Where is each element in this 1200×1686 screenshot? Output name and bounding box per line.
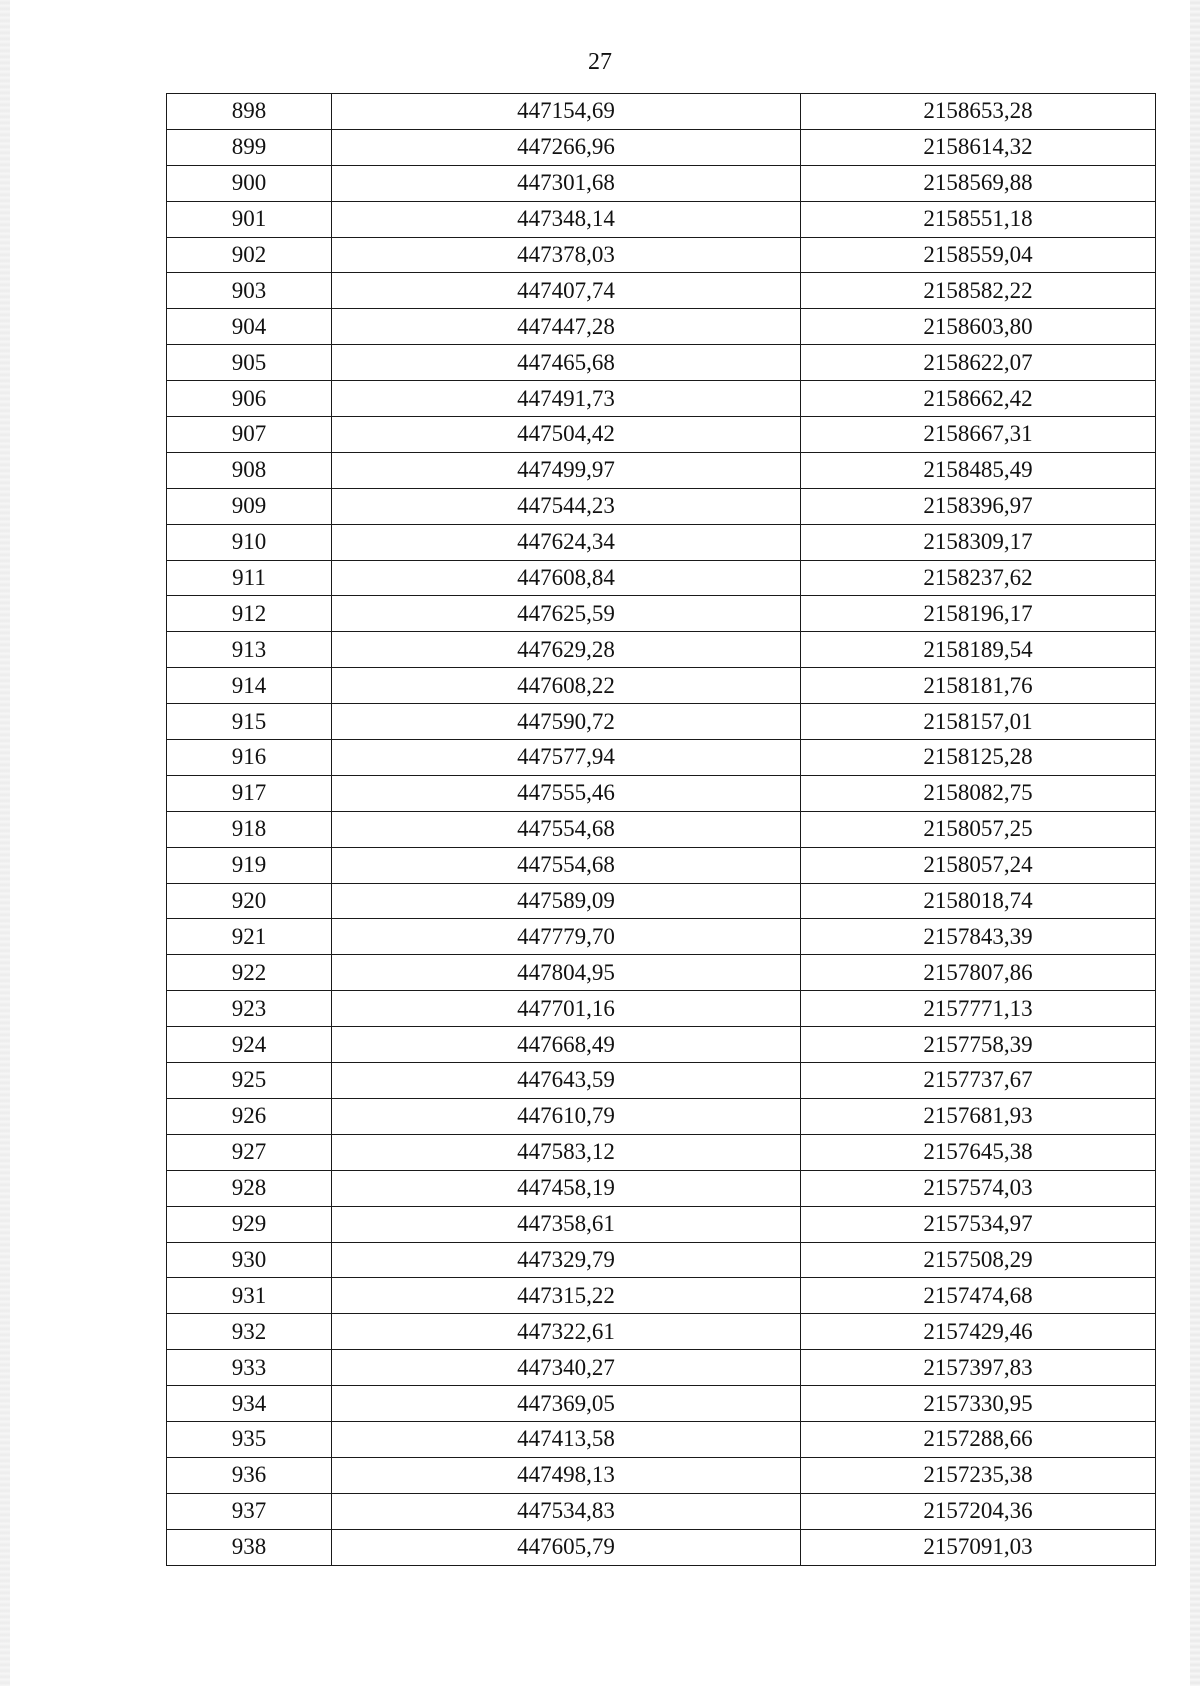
x-coordinate-cell: 447407,74 <box>332 273 801 309</box>
table-row <box>167 991 1156 1027</box>
y-coordinate-cell: 2157534,97 <box>801 1206 1156 1242</box>
x-coordinate-cell: 447154,69 <box>332 94 801 130</box>
y-coordinate-cell: 2157843,39 <box>801 919 1156 955</box>
point-number-cell: 938 <box>167 1529 332 1565</box>
point-number-cell: 934 <box>167 1386 332 1422</box>
table-row <box>167 847 1156 883</box>
y-coordinate-cell: 2157807,86 <box>801 955 1156 991</box>
y-coordinate-cell: 2158559,04 <box>801 237 1156 273</box>
table-row <box>167 417 1156 453</box>
point-number-cell: 917 <box>167 775 332 811</box>
table-row <box>167 273 1156 309</box>
point-number-cell: 909 <box>167 488 332 524</box>
page-number: 27 <box>588 49 612 75</box>
x-coordinate-cell: 447554,68 <box>332 811 801 847</box>
point-number-cell: 935 <box>167 1421 332 1457</box>
y-coordinate-cell: 2158569,88 <box>801 165 1156 201</box>
coordinates-table <box>166 93 1156 1566</box>
x-coordinate-cell: 447610,79 <box>332 1098 801 1134</box>
y-coordinate-cell: 2158057,25 <box>801 811 1156 847</box>
x-coordinate-cell: 447369,05 <box>332 1386 801 1422</box>
x-coordinate-cell: 447605,79 <box>332 1529 801 1565</box>
point-number-cell: 902 <box>167 237 332 273</box>
point-number-cell: 927 <box>167 1134 332 1170</box>
point-number-cell: 926 <box>167 1098 332 1134</box>
x-coordinate-cell: 447266,96 <box>332 129 801 165</box>
point-number-cell: 908 <box>167 452 332 488</box>
point-number-cell: 923 <box>167 991 332 1027</box>
scan-edge-right <box>1190 0 1200 1686</box>
point-number-cell: 918 <box>167 811 332 847</box>
x-coordinate-cell: 447583,12 <box>332 1134 801 1170</box>
table-row <box>167 1134 1156 1170</box>
y-coordinate-cell: 2158653,28 <box>801 94 1156 130</box>
table-row <box>167 1206 1156 1242</box>
point-number-cell: 921 <box>167 919 332 955</box>
table-row <box>167 704 1156 740</box>
x-coordinate-cell: 447629,28 <box>332 632 801 668</box>
point-number-cell: 929 <box>167 1206 332 1242</box>
scan-edge-left <box>0 0 10 1686</box>
table-row <box>167 165 1156 201</box>
y-coordinate-cell: 2158189,54 <box>801 632 1156 668</box>
table-row <box>167 345 1156 381</box>
y-coordinate-cell: 2158667,31 <box>801 417 1156 453</box>
y-coordinate-cell: 2157681,93 <box>801 1098 1156 1134</box>
table-row <box>167 381 1156 417</box>
table-row <box>167 883 1156 919</box>
table-row <box>167 775 1156 811</box>
table-row <box>167 1457 1156 1493</box>
table-row <box>167 560 1156 596</box>
table-row <box>167 811 1156 847</box>
table-row <box>167 1350 1156 1386</box>
point-number-cell: 903 <box>167 273 332 309</box>
table-row <box>167 488 1156 524</box>
point-number-cell: 907 <box>167 417 332 453</box>
table-row <box>167 1386 1156 1422</box>
point-number-cell: 899 <box>167 129 332 165</box>
y-coordinate-cell: 2157574,03 <box>801 1170 1156 1206</box>
y-coordinate-cell: 2157508,29 <box>801 1242 1156 1278</box>
table-row <box>167 129 1156 165</box>
table-row <box>167 1493 1156 1529</box>
y-coordinate-cell: 2158582,22 <box>801 273 1156 309</box>
y-coordinate-cell: 2157645,38 <box>801 1134 1156 1170</box>
y-coordinate-cell: 2158485,49 <box>801 452 1156 488</box>
point-number-cell: 922 <box>167 955 332 991</box>
y-coordinate-cell: 2158018,74 <box>801 883 1156 919</box>
y-coordinate-cell: 2158614,32 <box>801 129 1156 165</box>
y-coordinate-cell: 2157771,13 <box>801 991 1156 1027</box>
table-row <box>167 955 1156 991</box>
point-number-cell: 920 <box>167 883 332 919</box>
x-coordinate-cell: 447590,72 <box>332 704 801 740</box>
table-row <box>167 1278 1156 1314</box>
point-number-cell: 932 <box>167 1314 332 1350</box>
table-row <box>167 596 1156 632</box>
table-row <box>167 237 1156 273</box>
table-row <box>167 740 1156 776</box>
x-coordinate-cell: 447544,23 <box>332 488 801 524</box>
x-coordinate-cell: 447624,34 <box>332 524 801 560</box>
y-coordinate-cell: 2158157,01 <box>801 704 1156 740</box>
x-coordinate-cell: 447499,97 <box>332 452 801 488</box>
x-coordinate-cell: 447625,59 <box>332 596 801 632</box>
table-row <box>167 1529 1156 1565</box>
point-number-cell: 924 <box>167 1027 332 1063</box>
point-number-cell: 931 <box>167 1278 332 1314</box>
x-coordinate-cell: 447322,61 <box>332 1314 801 1350</box>
x-coordinate-cell: 447498,13 <box>332 1457 801 1493</box>
y-coordinate-cell: 2158396,97 <box>801 488 1156 524</box>
x-coordinate-cell: 447589,09 <box>332 883 801 919</box>
x-coordinate-cell: 447358,61 <box>332 1206 801 1242</box>
y-coordinate-cell: 2158551,18 <box>801 201 1156 237</box>
table-row <box>167 632 1156 668</box>
point-number-cell: 915 <box>167 704 332 740</box>
table-row <box>167 524 1156 560</box>
y-coordinate-cell: 2158125,28 <box>801 740 1156 776</box>
point-number-cell: 904 <box>167 309 332 345</box>
table-row <box>167 201 1156 237</box>
point-number-cell: 900 <box>167 165 332 201</box>
x-coordinate-cell: 447491,73 <box>332 381 801 417</box>
y-coordinate-cell: 2157330,95 <box>801 1386 1156 1422</box>
x-coordinate-cell: 447668,49 <box>332 1027 801 1063</box>
table-row <box>167 1098 1156 1134</box>
point-number-cell: 901 <box>167 201 332 237</box>
x-coordinate-cell: 447340,27 <box>332 1350 801 1386</box>
point-number-cell: 936 <box>167 1457 332 1493</box>
point-number-cell: 914 <box>167 668 332 704</box>
x-coordinate-cell: 447701,16 <box>332 991 801 1027</box>
table-row <box>167 452 1156 488</box>
table-row <box>167 309 1156 345</box>
table-row <box>167 1421 1156 1457</box>
table-row <box>167 1063 1156 1099</box>
point-number-cell: 933 <box>167 1350 332 1386</box>
x-coordinate-cell: 447301,68 <box>332 165 801 201</box>
x-coordinate-cell: 447329,79 <box>332 1242 801 1278</box>
x-coordinate-cell: 447504,42 <box>332 417 801 453</box>
y-coordinate-cell: 2157737,67 <box>801 1063 1156 1099</box>
y-coordinate-cell: 2157204,36 <box>801 1493 1156 1529</box>
x-coordinate-cell: 447534,83 <box>332 1493 801 1529</box>
x-coordinate-cell: 447447,28 <box>332 309 801 345</box>
y-coordinate-cell: 2157397,83 <box>801 1350 1156 1386</box>
x-coordinate-cell: 447779,70 <box>332 919 801 955</box>
table-row <box>167 94 1156 130</box>
point-number-cell: 898 <box>167 94 332 130</box>
y-coordinate-cell: 2157288,66 <box>801 1421 1156 1457</box>
table-row <box>167 1027 1156 1063</box>
point-number-cell: 906 <box>167 381 332 417</box>
point-number-cell: 911 <box>167 560 332 596</box>
point-number-cell: 925 <box>167 1063 332 1099</box>
x-coordinate-cell: 447315,22 <box>332 1278 801 1314</box>
point-number-cell: 916 <box>167 740 332 776</box>
table-row <box>167 919 1156 955</box>
y-coordinate-cell: 2157474,68 <box>801 1278 1156 1314</box>
point-number-cell: 905 <box>167 345 332 381</box>
x-coordinate-cell: 447643,59 <box>332 1063 801 1099</box>
y-coordinate-cell: 2158622,07 <box>801 345 1156 381</box>
x-coordinate-cell: 447348,14 <box>332 201 801 237</box>
y-coordinate-cell: 2158603,80 <box>801 309 1156 345</box>
y-coordinate-cell: 2157758,39 <box>801 1027 1156 1063</box>
x-coordinate-cell: 447804,95 <box>332 955 801 991</box>
y-coordinate-cell: 2158309,17 <box>801 524 1156 560</box>
x-coordinate-cell: 447577,94 <box>332 740 801 776</box>
x-coordinate-cell: 447378,03 <box>332 237 801 273</box>
point-number-cell: 910 <box>167 524 332 560</box>
table-row <box>167 1170 1156 1206</box>
x-coordinate-cell: 447554,68 <box>332 847 801 883</box>
point-number-cell: 937 <box>167 1493 332 1529</box>
y-coordinate-cell: 2157429,46 <box>801 1314 1156 1350</box>
point-number-cell: 919 <box>167 847 332 883</box>
table-row <box>167 668 1156 704</box>
table-row <box>167 1242 1156 1278</box>
x-coordinate-cell: 447608,22 <box>332 668 801 704</box>
table-row <box>167 1314 1156 1350</box>
y-coordinate-cell: 2158181,76 <box>801 668 1156 704</box>
point-number-cell: 928 <box>167 1170 332 1206</box>
y-coordinate-cell: 2158196,17 <box>801 596 1156 632</box>
y-coordinate-cell: 2158057,24 <box>801 847 1156 883</box>
y-coordinate-cell: 2158662,42 <box>801 381 1156 417</box>
x-coordinate-cell: 447413,58 <box>332 1421 801 1457</box>
x-coordinate-cell: 447465,68 <box>332 345 801 381</box>
point-number-cell: 912 <box>167 596 332 632</box>
x-coordinate-cell: 447555,46 <box>332 775 801 811</box>
x-coordinate-cell: 447608,84 <box>332 560 801 596</box>
coordinates-table-body <box>167 94 1156 1566</box>
point-number-cell: 913 <box>167 632 332 668</box>
point-number-cell: 930 <box>167 1242 332 1278</box>
y-coordinate-cell: 2158237,62 <box>801 560 1156 596</box>
y-coordinate-cell: 2158082,75 <box>801 775 1156 811</box>
y-coordinate-cell: 2157235,38 <box>801 1457 1156 1493</box>
y-coordinate-cell: 2157091,03 <box>801 1529 1156 1565</box>
x-coordinate-cell: 447458,19 <box>332 1170 801 1206</box>
